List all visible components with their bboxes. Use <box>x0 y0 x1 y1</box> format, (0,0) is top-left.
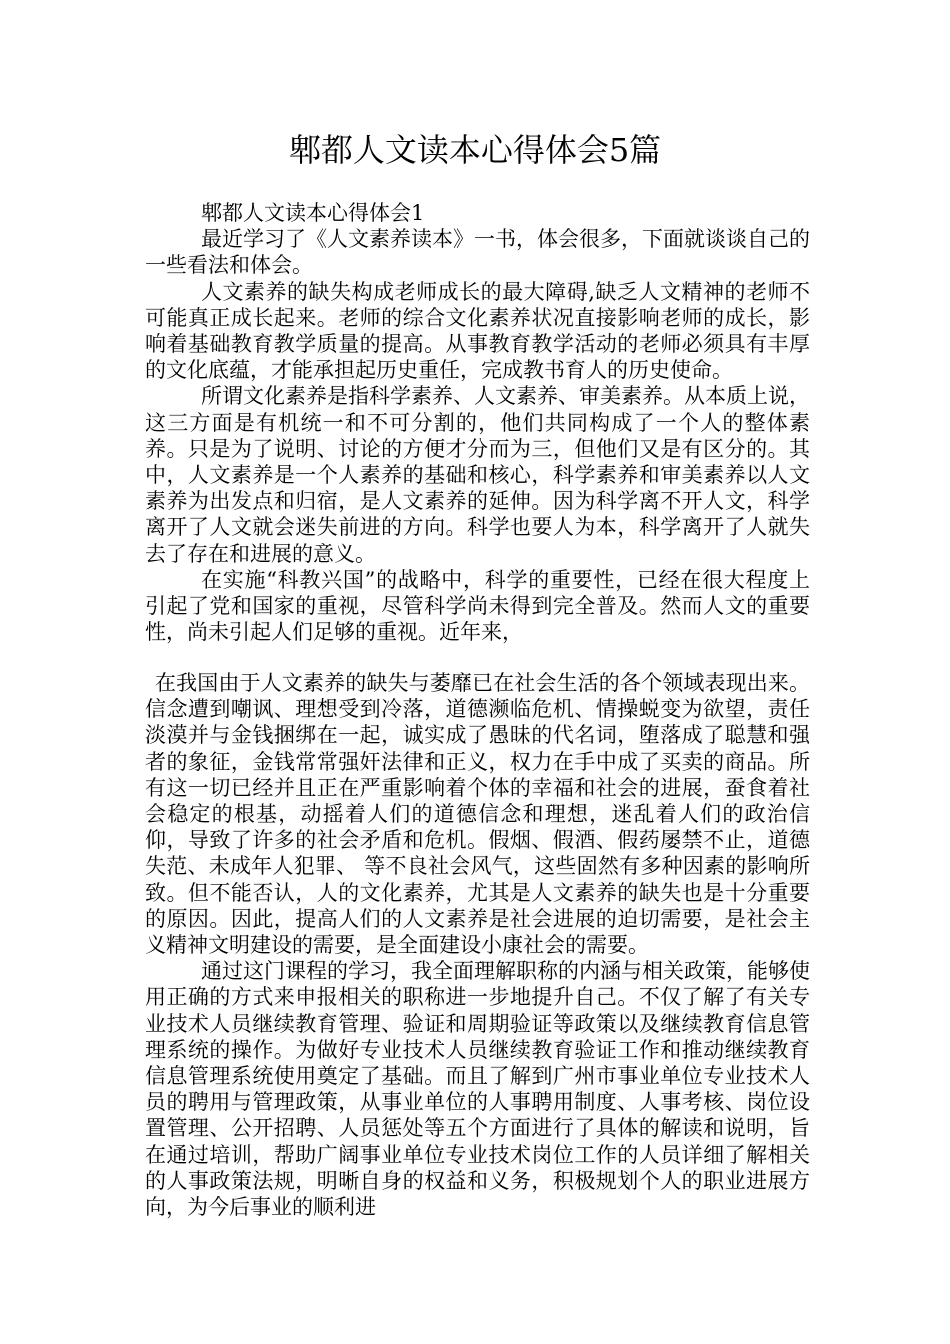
paragraph: 在实施“科教兴国”的战略中，科学的重要性，已经在很大程度上引起了党和国家的重视，尽管科学尚未得到完全普及。然而人文的重要性，尚未引起人们足够的重视。近年来， <box>145 567 810 645</box>
document-title: 郫都人文读本心得体会5篇 <box>288 131 662 169</box>
paragraph: 在我国由于人文素养的缺失与萎靡已在社会生活的各个领域表现出来。信念遭到嘲讽、理想受到冷落，道德濒临危机、情操蜕变为欲望，责任淡漠并与金钱捆绑在一起，诚实成了愚昧的代名词，堕落成了聪慧和强者的象征，金钱常常强奸法律和正义，权力在手中成了买卖的商品。所有这一切已经并且正在严重影响着个体的幸福和社会的进展，蚕食着社会稳定的根基，动摇着人们的道德信念和理想，迷乱着人们的政治信仰，导致了许多的社会矛盾和危机。假烟、假酒、假药屡禁不止，道德失范、未成年人犯罪、 等不良社会风气，这些固然有多种因素的影响所致。但不能否认，人的文化素养，尤其是人文素养的缺失也是十分重要的原因。因此，提高人们的人文素养是社会进展的迫切需要，是社会主义精神文明建设的需要，是全面建设小康社会的需要。 <box>145 671 810 958</box>
paragraph: 人文素养的缺失构成老师成长的最大障碍,缺乏人文精神的老师不可能真正成长起来。老师的综合文化素养状况直接影响老师的成长，影响着基础教育教学质量的提高。从事教育教学活动的老师必须具有丰厚的文化底蕴，才能承担起历史重任，完成教书育人的历史使命。 <box>145 279 810 383</box>
section-heading: 郫都人文读本心得体会1 <box>201 201 425 225</box>
paragraph: 最近学习了《人文素养读本》一书，体会很多，下面就谈谈自己的一些看法和体会。 <box>145 227 810 278</box>
body-block-2 <box>145 670 810 1220</box>
body-block-1 <box>145 200 810 645</box>
paragraph: 通过这门课程的学习，我全面理解职称的内涵与相关政策，能够使用正确的方式来申报相关的职称进一步地提升自己。不仅了解了有关专业技术人员继续教育管理、验证和周期验证等政策以及继续教育信息管理系统的操作。为做好专业技术人员继续教育验证工作和推动继续教育信息管理系统使用奠定了基础。而且了解到广州市事业单位专业技术人员的聘用与管理政策，从事业单位的人事聘用制度、人事考核、岗位设置管理、公开招聘、人员惩处等五个方面进行了具体的解读和说明，旨在通过培训，帮助广阔事业单位专业技术岗位工作的人员详细了解相关的人事政策法规，明晰自身的权益和义务，积极规划个人的职业进展方向，为今后事业的顺利进 <box>145 959 810 1220</box>
paragraph: 所谓文化素养是指科学素养、人文素养、审美素养。从本质上说，这三方面是有机统一和不可分割的，他们共同构成了一个人的整体素养。只是为了说明、讨论的方便才分而为三，但他们又是有区分的。其中，人文素养是一个人素养的基础和核心，科学素养和审美素养以人文素养为出发点和归宿，是人文素养的延伸。因为科学离不开人文，科学离开了人文就会迷失前进的方向。科学也要人为本，科学离开了人就失去了存在和进展的意义。 <box>145 384 810 566</box>
